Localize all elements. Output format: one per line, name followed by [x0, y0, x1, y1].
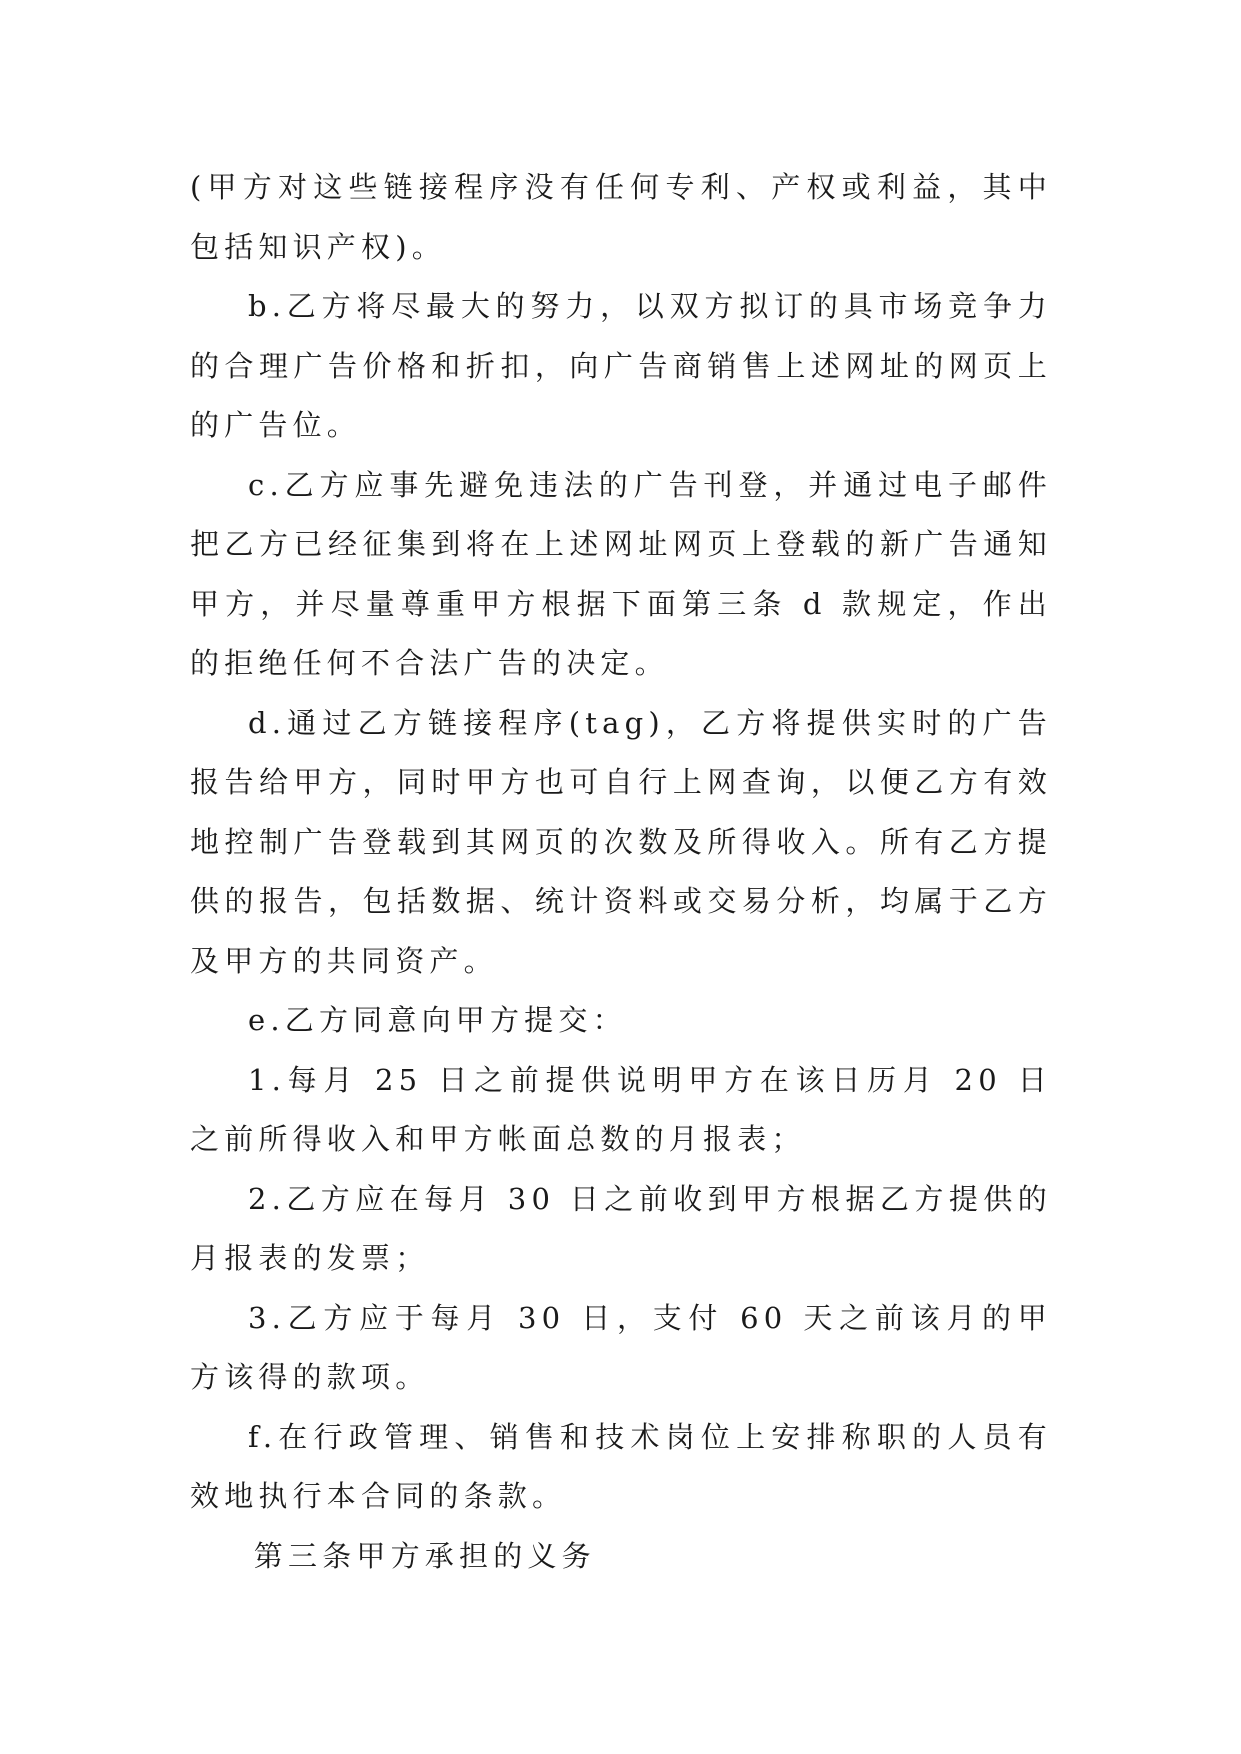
- paragraph-continuation: (甲方对这些链接程序没有任何专利、产权或利益，其中包括知识产权)。: [190, 170, 1052, 264]
- paragraph-clause-c: c.乙方应事先避免违法的广告刊登，并通过电子邮件把乙方已经征集到将在上述网址网页上登载的新广告通知甲方，并尽量尊重甲方根据下面第三条 d 款规定，作出的拒绝任何不合法广告的决定。: [190, 467, 1052, 680]
- section-heading: 第三条甲方承担的义务: [253, 1538, 596, 1573]
- paragraph-clause-e: e.乙方同意向甲方提交：: [248, 1003, 627, 1037]
- paragraph-clause-d: d.通过乙方链接程序(tag)，乙方将提供实时的广告报告给甲方，同时甲方也可自行上网查询，以便乙方有效地控制广告登载到其网页的次数及所得收入。所有乙方提供的报告，包括数据、统计资料或交易分析，均属于乙方及甲方的共同资产。: [190, 705, 1052, 978]
- paragraph-item-2: 2.乙方应在每月 30 日之前收到甲方根据乙方提供的月报表的发票；: [190, 1181, 1052, 1275]
- document-body: [190, 158, 1052, 1586]
- paragraph-clause-f: f.在行政管理、销售和技术岗位上安排称职的人员有效地执行本合同的条款。: [190, 1419, 1052, 1513]
- paragraph-item-1: 1.每月 25 日之前提供说明甲方在该日历月 20 日之前所得收入和甲方帐面总数的月报表；: [190, 1062, 1052, 1156]
- paragraph-item-3: 3.乙方应于每月 30 日，支付 60 天之前该月的甲方该得的款项。: [190, 1300, 1052, 1394]
- paragraph-clause-b: b.乙方将尽最大的努力，以双方拟订的具市场竞争力的合理广告价格和折扣，向广告商销售上述网址的网页上的广告位。: [190, 289, 1052, 442]
